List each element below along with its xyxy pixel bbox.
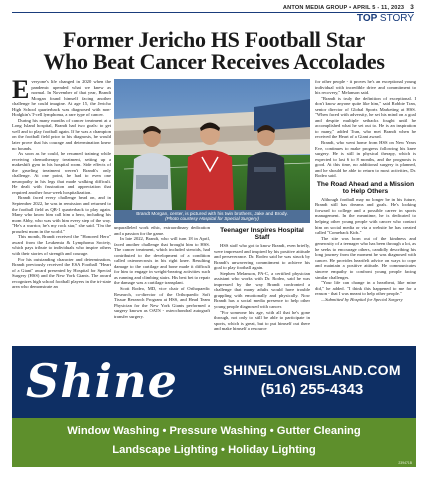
stadium-photo-illustration — [114, 79, 310, 210]
article-paragraph: "Your life can change in a heartbeat, like mine did," he added. "I think this happened to me for a reason - that I was meant to help other people." — [315, 280, 416, 297]
article-paragraph: for other people - it proves he's an exceptional young individual with incredible drive and commitment to his recovery," Melanson said. — [315, 79, 416, 96]
headline — [12, 29, 416, 73]
article-paragraph: In late 2022, Brandt, who will turn 18 in April, faced another challenge that brought him to HSS. The cancer treatment, which included steroids, had contributed to the development of a condition called osteonecrosis in his right knee. Resulting damage to the cartilage and bone made it difficult for him to engage in weight-bearing activities such as running and climbing stairs. His best bet to repair the damage was a cartilage transplant. — [114, 236, 210, 286]
article-paragraph: Everyone's life changed in 2020 when the pandemic upended what we knew as normal. In November of that year, Brandt Morgan found himself facing another challenge he could imagine. At age 15, the Jericho High School quarterback was diagnosed with non-Hodgkin's T-cell lymphoma, a rare type of cancer. — [12, 79, 111, 118]
article-paragraph: "Brandt is truly the definition of exceptional. I don't know anyone quite like him," said Robbie Tran, senior director of Global Sports Marketing at HSS. "When faced with adversity, he set his mind on a goal and despite multiple setbacks fought until he accomplished what he set out to. He is an inspiration to many," added Tran, who met Brandt when he received the Heart of a Giant award. — [315, 95, 416, 140]
section-label-thin: STORY — [379, 13, 414, 24]
article-photo — [114, 79, 310, 210]
article-paragraph: Stephen Melanson, PA-C, a certified physician assistant who works with Dr. Rodeo, said he was impressed by the way Brandt confronted a challenge that many adults would have trouble grappling with emotionally and physically. Now Brandt has a social media presence to help other young people diagnosed with cancer. — [214, 270, 310, 310]
photo-caption-text: Brandt Morgan, center, is pictured with his twin brothers, Jake and Brody. — [136, 211, 288, 216]
shine-advertisement[interactable] — [12, 346, 416, 467]
article-paragraph: Brandt faced every challenge head on, and in September 2022, he was in remission and returned to the football field as QB-1 quarterback to play again. Many who know him call him a hero, including his mom Abby, who was with him every step of the way. "He's a warrior, he's my rock star," she said. "I'm the proudest mom in the world." — [12, 195, 111, 234]
ad-website[interactable]: SHINELONGISLAND.COM — [223, 362, 401, 378]
shine-logo: Shine — [26, 354, 178, 408]
header-rule — [12, 12, 414, 13]
subhead-road-ahead: The Road Ahead and a Mission to Help Others — [316, 180, 415, 195]
article-column-1 — [12, 79, 111, 344]
article-paragraph: "For someone his age, with all that he's gone through, not only to still be able to participate in sports, which is great, but to put himself out there and make himself a resource — [214, 309, 310, 332]
article-column-2 — [114, 225, 210, 344]
article-paragraph: Although football may no longer be in his future, Brandt still has dreams and goals. He's looking forward to college and a possible career in sports management. In the meantime, he is dedicated to helping other young people with cancer who contact him on social media or via a website he has created called "Comeback Kids." — [315, 196, 416, 236]
article-paragraph: Scott Rodeo, MD, vice chair of Orthopaedic Research, co-director of the Orthopaedic Soft Tissue Research Program at HSS, and Head Team Physician for the New York Giants performed a surgery known as OATS - osteochondral autograft transfer surgery. — [114, 286, 210, 319]
article-paragraph: HSS staff who got to know Brandt, even briefly, were impressed and inspired by his positive attitude and perseverance. Dr. Rodeo said he was struck by Brandt's unwavering commitment to achieve his goal to play football again. — [214, 243, 310, 271]
article-paragraph: As soon as he could, he resumed training while receiving chemotherapy treatment, setting up a makeshift gym in his hospital room. Side effects of the grueling treatment weren't Brandt's only challenge. At one point, he had to even one neuropathy in his legs that made walking difficult. He dealt with frustration and appreciation that required another four-week hospitalization. — [12, 151, 111, 195]
article-paragraph: This month, Brandt received the "Honored Hero" award from the Leukemia & Lymphoma Society, which pays tribute to individuals who inspire others with their stories of strength and courage. — [12, 234, 111, 256]
headline-line-2: Who Beat Cancer Receives Accolades — [43, 49, 385, 74]
article-column-3 — [214, 225, 310, 344]
article-paragraph: For his outstanding character and determination, Brandt previously received the ESA Football "Heart of a Giant" award presented by Hospital for Special Surgery (HSS) and the New York Giants. The award recognizes high school football players in the tri-state area who demonstrate an — [12, 256, 111, 290]
page-header — [0, 0, 428, 22]
ad-services-line-1: Window Washing • Pressure Washing • Gutter Cleaning — [67, 425, 361, 437]
drop-cap: E — [12, 79, 30, 104]
article-paragraph: Brandt, who went home from HSS on New Years Eve, continues to make progress following his knee surgery. He is still in physical therapy, which is expected to last 6 to 8 months, and the prognosis is good. At this time, no additional surgery is planned, and he should be able to return to most activities, Dr. Rodeo said. — [315, 140, 416, 179]
article-column-4 — [315, 79, 416, 344]
article-paragraph: unparalleled work ethic, extraordinary dedication and a passion for the game. — [114, 225, 210, 236]
ad-phone[interactable]: (516) 255-4343 — [260, 381, 364, 398]
headline-line-1: Former Jericho HS Football Star — [63, 27, 365, 52]
publication-date: ANTON MEDIA GROUP • APRIL 5 - 11, 2023 — [282, 5, 405, 11]
page-number: 3 — [410, 4, 414, 11]
subhead-teenager-inspires: Teenager Inspires Hospital Staff — [220, 227, 304, 241]
article-paragraph: During his many months of cancer treatment at a Long Island hospital, Brandt had two goals: to get well and to play football again. If he was a champion on the football field prior to his diagnosis, he would later prove that his courage and determination knew no bounds. — [12, 117, 111, 151]
photo-caption — [114, 210, 310, 223]
article-paragraph: The site was born out of the kindness and generosity of a teenager who has been through a lot, as he seeks to encourage others, candidly describing his long journey from the moment he was diagnosed with cancer. He provides heartfelt advice on ways to cope and maintain a positive attitude. He communicates sincere empathy to confront young people facing similar challenges. — [315, 235, 416, 280]
ad-code: 239471B — [398, 461, 412, 465]
article-credit: —Submitted by Hospital for Special Surgery — [321, 296, 403, 302]
ad-services-line-2: Landscape Lighting • Holiday Lighting — [112, 444, 316, 456]
section-label-bold: TOP — [356, 13, 378, 24]
section-label — [357, 13, 414, 24]
publication-meta — [283, 4, 414, 11]
photo-credit: (Photo courtesy Hospital for Special Surgery) — [165, 216, 259, 222]
